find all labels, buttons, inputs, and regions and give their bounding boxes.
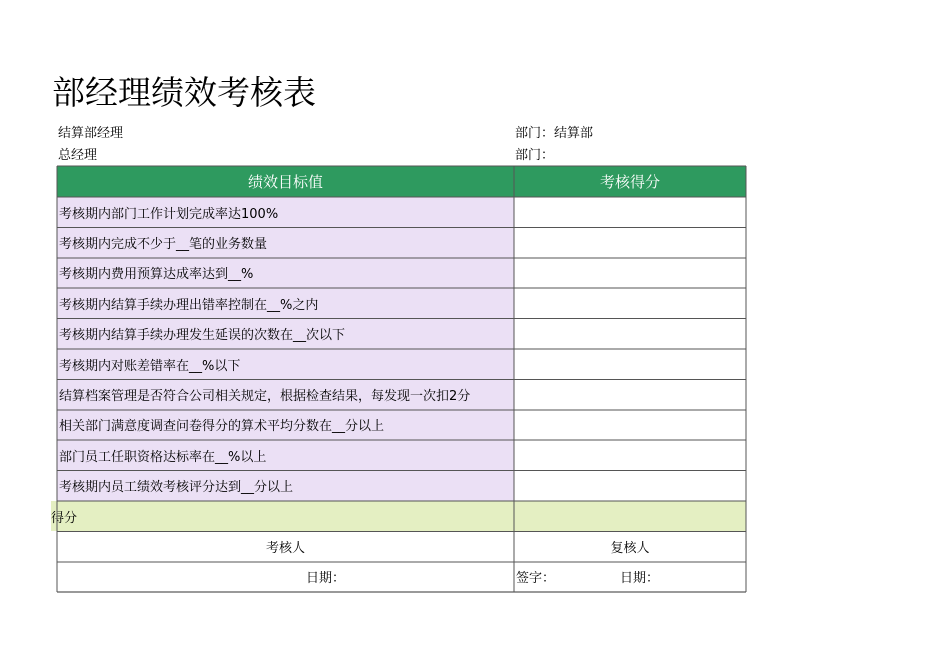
- rechecker-label: 复核人: [514, 531, 746, 561]
- date-left: 日期：: [57, 562, 514, 592]
- score-cell[interactable]: [514, 319, 746, 349]
- score-cell[interactable]: [514, 379, 746, 409]
- score-cell[interactable]: [514, 349, 746, 379]
- goal-cell: 考核期内部门工作计划完成率达100%: [57, 197, 514, 227]
- score-cell[interactable]: [514, 258, 746, 288]
- superior-position-text: 总经理: [58, 148, 98, 163]
- header-score: 考核得分: [514, 166, 746, 197]
- position-text: 结算部经理: [58, 126, 124, 141]
- total-score-cell[interactable]: [514, 501, 746, 531]
- score-cell[interactable]: [514, 288, 746, 318]
- total-label: 得分: [51, 501, 514, 531]
- goal-cell: 考核期内完成不少于__笔的业务数量: [57, 227, 514, 257]
- page-title: 部经理绩效考核表: [52, 73, 316, 112]
- goal-cell: 考核期内费用预算达成率达到__%: [57, 258, 514, 288]
- date-right: 日期：: [574, 562, 746, 592]
- header-goal: 绩效目标值: [57, 166, 514, 197]
- score-cell[interactable]: [514, 440, 746, 470]
- reviewer-label: 考核人: [57, 531, 514, 561]
- score-cell[interactable]: [514, 410, 746, 440]
- goal-cell: 结算档案管理是否符合公司相关规定，根据检查结果，每发现一次扣2分: [57, 379, 514, 409]
- goal-cell: 考核期内结算手续办理发生延误的次数在__次以下: [57, 319, 514, 349]
- score-cell[interactable]: [514, 197, 746, 227]
- score-cell[interactable]: [514, 471, 746, 501]
- goal-cell: 部门员工任职资格达标率在__%以上: [57, 440, 514, 470]
- goal-cell: 相关部门满意度调查问卷得分的算术平均分数在__分以上: [57, 410, 514, 440]
- sign-label: 签字：: [514, 562, 574, 592]
- goal-cell: 考核期内结算手续办理出错率控制在__%之内: [57, 288, 514, 318]
- goal-cell: 考核期内对账差错率在__%以下: [57, 349, 514, 379]
- department-text: 部门：结算部: [515, 126, 594, 141]
- score-cell[interactable]: [514, 227, 746, 257]
- goal-cell: 考核期内员工绩效考核评分达到__分以上: [57, 471, 514, 501]
- superior-department-text: 部门：: [515, 148, 555, 163]
